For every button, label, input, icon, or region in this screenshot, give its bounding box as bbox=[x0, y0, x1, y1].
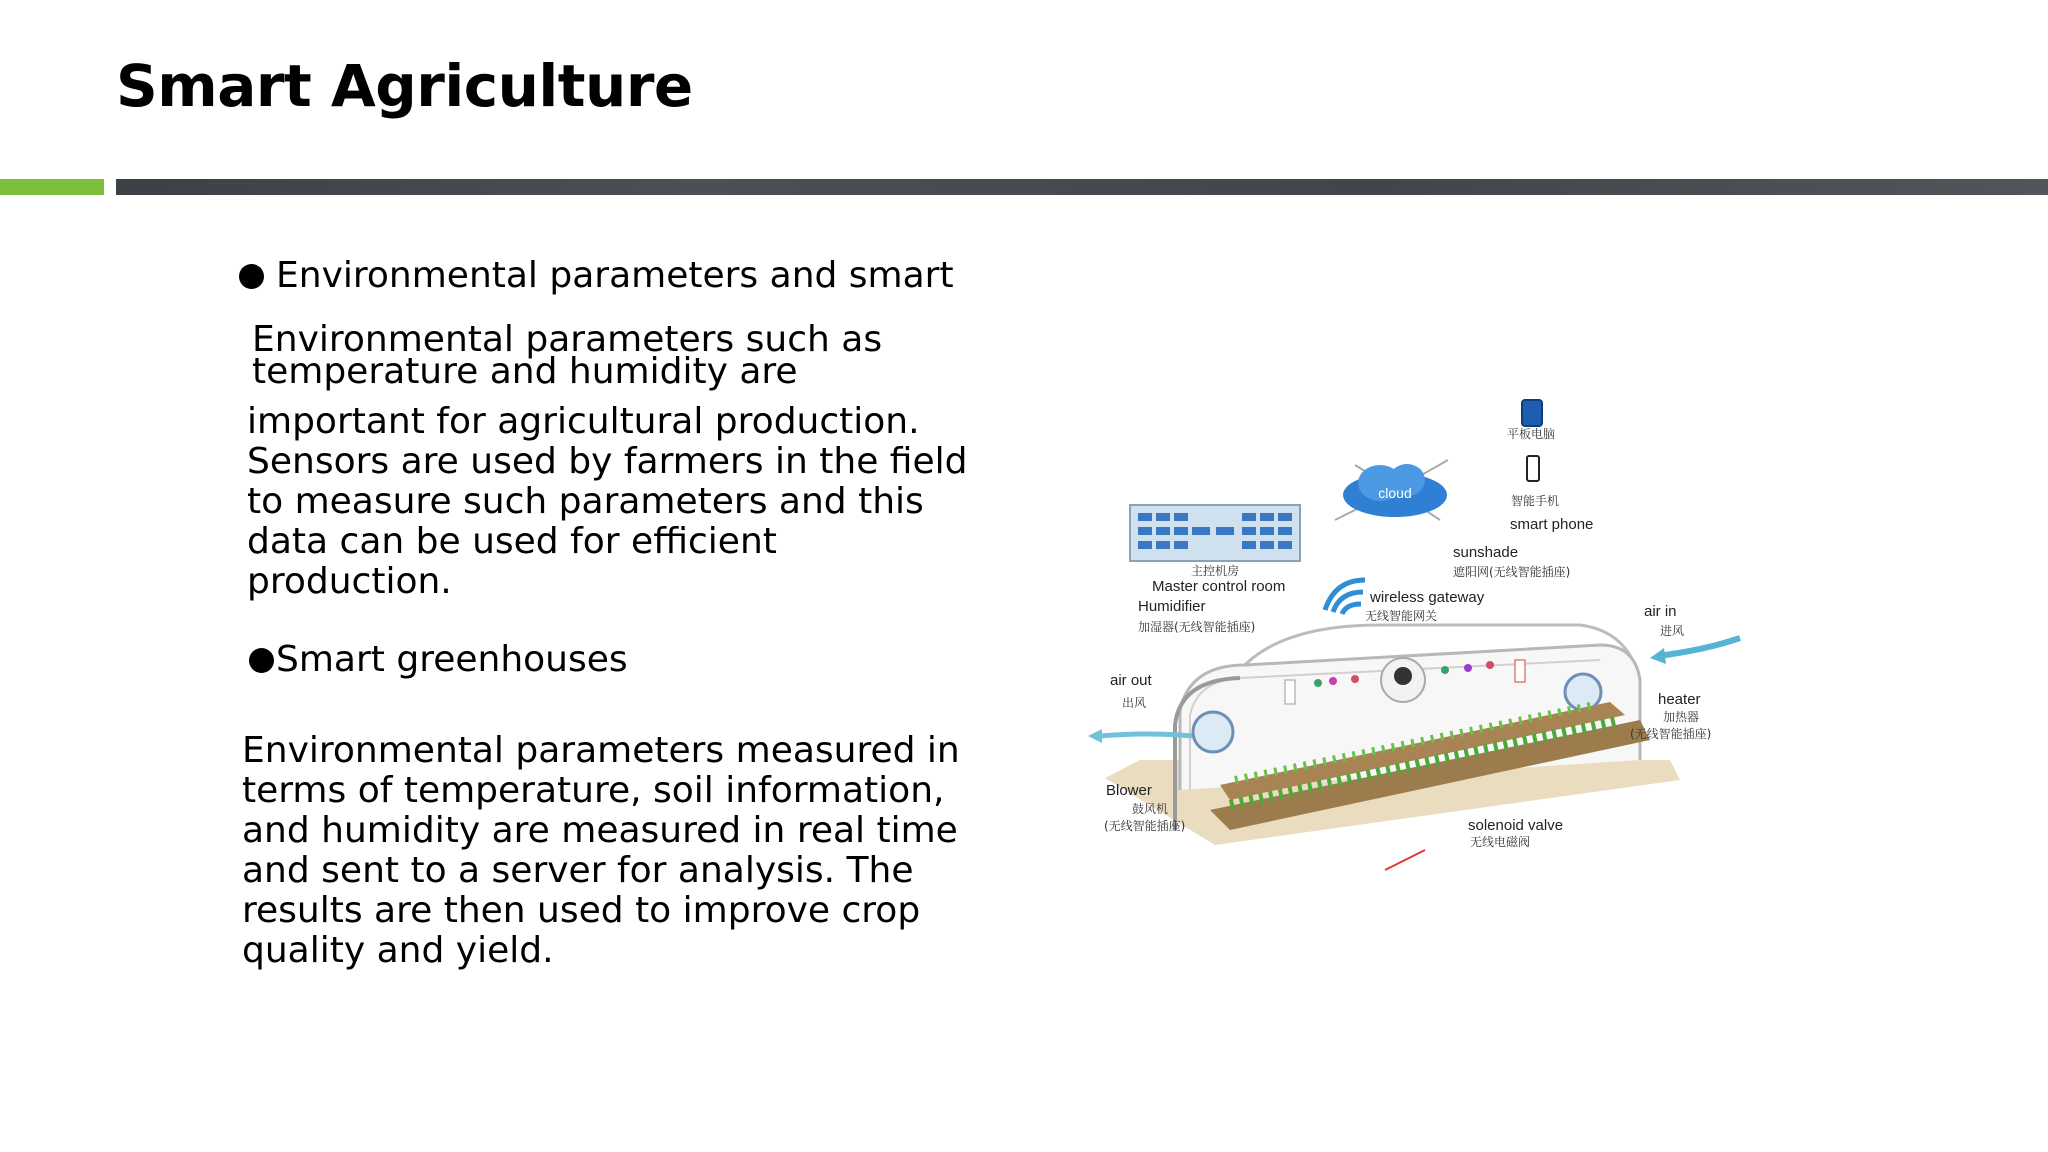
text-line: terms of temperature, soil information, bbox=[242, 770, 945, 811]
blower-cn-label-2: (无线智能插座) bbox=[1104, 819, 1186, 833]
cloud-icon bbox=[1335, 460, 1448, 520]
humidifier-label: Humidifier bbox=[1138, 598, 1206, 615]
humidifier-cn-label: 加湿器(无线智能插座) bbox=[1138, 620, 1256, 634]
air-out-cn-label: 出风 bbox=[1122, 696, 1147, 710]
master-label: Master control room bbox=[1152, 578, 1286, 595]
cloud-label: cloud bbox=[1378, 485, 1412, 501]
paragraph-environmental-b bbox=[247, 402, 967, 602]
air-in-arrow-icon bbox=[1658, 638, 1740, 656]
heater-cn-label: 加热器 bbox=[1663, 710, 1700, 724]
bullet-environmental-label: Environmental parameters and smart bbox=[276, 255, 954, 296]
bullet-greenhouses-label: Smart greenhouses bbox=[276, 639, 628, 680]
bullet-environmental bbox=[239, 256, 954, 296]
accent-bar bbox=[0, 179, 104, 195]
sunshade-cn-label: 遮阳网(无线智能插座) bbox=[1453, 565, 1571, 579]
phone-cn-label: 智能手机 bbox=[1510, 494, 1560, 508]
bullet-dot-icon bbox=[239, 264, 264, 289]
text-line: Environmental parameters such as bbox=[252, 319, 883, 360]
paragraph-greenhouses bbox=[242, 731, 960, 971]
air-in-fan-icon bbox=[1565, 674, 1601, 710]
paragraph-environmental-a bbox=[252, 319, 883, 392]
heater-cn-label-2: (无线智能插座) bbox=[1630, 727, 1712, 741]
text-line: and sent to a server for analysis. The bbox=[242, 850, 914, 891]
control-room-icon bbox=[1130, 505, 1300, 561]
text-line: and humidity are measured in real time bbox=[242, 810, 958, 851]
text-line: important for agricultural production. bbox=[247, 401, 920, 442]
bullet-greenhouses bbox=[249, 640, 628, 680]
sunshade-label: sunshade bbox=[1453, 544, 1519, 561]
text-line: production. bbox=[247, 561, 452, 602]
valve-label: solenoid valve bbox=[1468, 817, 1564, 834]
tablet-label: 平板电脑 bbox=[1506, 427, 1556, 441]
greenhouse-illustration bbox=[1080, 380, 1780, 880]
slide-title: Smart Agriculture bbox=[116, 52, 693, 120]
air-out-label: air out bbox=[1110, 672, 1152, 689]
gateway-label: wireless gateway bbox=[1370, 589, 1485, 606]
heater-label: heater bbox=[1658, 691, 1701, 708]
text-line: Environmental parameters measured in bbox=[242, 730, 960, 771]
text-line: temperature and humidity are bbox=[252, 351, 798, 392]
air-out-fan-icon bbox=[1193, 712, 1233, 752]
blower-label: Blower bbox=[1106, 782, 1152, 799]
header-rule bbox=[116, 179, 2048, 195]
phone-icon bbox=[1527, 456, 1539, 481]
text-line: results are then used to improve crop bbox=[242, 890, 921, 931]
air-in-label: air in bbox=[1644, 603, 1677, 620]
valve-cn-label: 无线电磁阀 bbox=[1470, 835, 1531, 849]
blower-cn-label: 鼓风机 bbox=[1132, 802, 1169, 816]
text-line: to measure such parameters and this bbox=[247, 481, 924, 522]
gateway-cn-label: 无线智能网关 bbox=[1365, 609, 1438, 623]
master-cn-label: 主控机房 bbox=[1190, 564, 1240, 578]
phone-label: smart phone bbox=[1510, 516, 1594, 533]
tablet-icon bbox=[1522, 400, 1542, 426]
bullet-dot-icon bbox=[249, 648, 274, 673]
text-line: Sensors are used by farmers in the field bbox=[247, 441, 968, 482]
text-line: data can be used for efficient bbox=[247, 521, 777, 562]
air-out-arrow-icon bbox=[1100, 734, 1192, 736]
air-in-cn-label: 进风 bbox=[1660, 624, 1685, 638]
text-line: quality and yield. bbox=[242, 930, 554, 971]
smart-greenhouse-diagram bbox=[1080, 380, 1780, 880]
